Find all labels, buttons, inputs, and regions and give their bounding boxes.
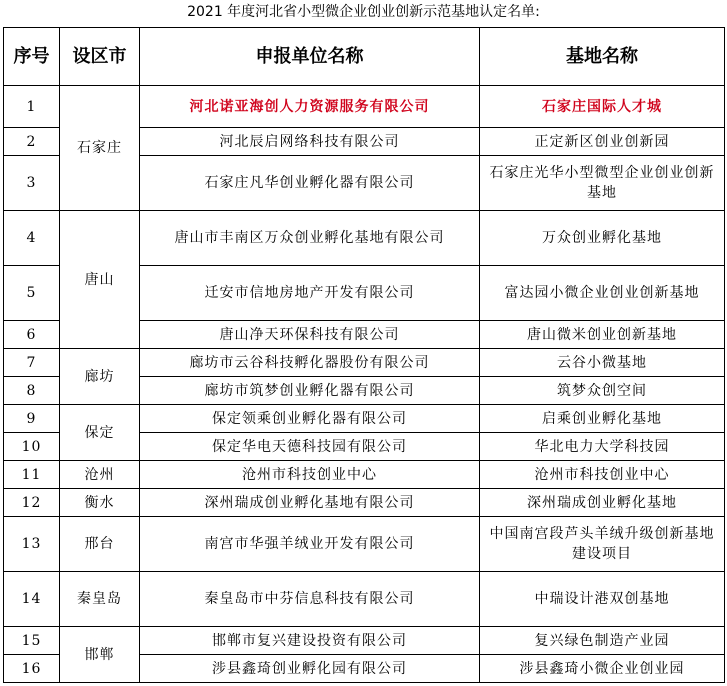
base-cell: 沧州市科技创业中心 xyxy=(480,461,725,489)
header-base: 基地名称 xyxy=(480,28,725,86)
unit-cell: 廊坊市云谷科技孵化器股份有限公司 xyxy=(140,349,480,377)
unit-cell: 河北辰启网络科技有限公司 xyxy=(140,128,480,156)
city-cell-tangshan: 唐山 xyxy=(60,211,140,349)
unit-cell: 保定领乘创业孵化器有限公司 xyxy=(140,405,480,433)
base-cell: 万众创业孵化基地 xyxy=(480,211,725,266)
city-cell-langfang: 廊坊 xyxy=(60,349,140,405)
seq-cell: 7 xyxy=(4,349,60,377)
seq-cell: 14 xyxy=(4,572,60,627)
city-cell-baoding: 保定 xyxy=(60,405,140,461)
base-cell: 华北电力大学科技园 xyxy=(480,433,725,461)
base-cell: 涉县鑫琦小微企业创业园 xyxy=(480,655,725,683)
base-cell: 富达园小微企业创业创新基地 xyxy=(480,266,725,321)
header-unit: 申报单位名称 xyxy=(140,28,480,86)
base-cell: 筑梦众创空间 xyxy=(480,377,725,405)
base-cell: 中国南宫段芦头羊绒升级创新基地建设项目 xyxy=(480,517,725,572)
table-row xyxy=(4,517,725,572)
table-row xyxy=(4,211,725,266)
seq-cell: 13 xyxy=(4,517,60,572)
header-city: 设区市 xyxy=(60,28,140,86)
unit-cell: 唐山市丰南区万众创业孵化基地有限公司 xyxy=(140,211,480,266)
base-cell: 复兴绿色制造产业园 xyxy=(480,627,725,655)
city-cell-hengshui: 衡水 xyxy=(60,489,140,517)
seq-cell: 15 xyxy=(4,627,60,655)
table-row xyxy=(4,405,725,433)
base-cell: 中瑞设计港双创基地 xyxy=(480,572,725,627)
document-title: 2021 年度河北省小型微企业创业创新示范基地认定名单: xyxy=(187,4,540,20)
table-row xyxy=(4,349,725,377)
unit-cell: 秦皇岛市中芬信息科技有限公司 xyxy=(140,572,480,627)
unit-cell: 邯郸市复兴建设投资有限公司 xyxy=(140,627,480,655)
city-cell-qinhuangdao: 秦皇岛 xyxy=(60,572,140,627)
table-row xyxy=(4,86,725,128)
base-cell: 唐山微米创业创新基地 xyxy=(480,321,725,349)
seq-cell: 2 xyxy=(4,128,60,156)
unit-cell: 沧州市科技创业中心 xyxy=(140,461,480,489)
base-list-table xyxy=(3,27,725,683)
seq-cell: 5 xyxy=(4,266,60,321)
seq-cell: 10 xyxy=(4,433,60,461)
city-cell-handan: 邯郸 xyxy=(60,627,140,683)
unit-cell: 石家庄凡华创业孵化器有限公司 xyxy=(140,156,480,211)
seq-cell: 1 xyxy=(4,86,60,128)
base-cell: 云谷小微基地 xyxy=(480,349,725,377)
seq-cell: 8 xyxy=(4,377,60,405)
seq-cell: 12 xyxy=(4,489,60,517)
seq-cell: 9 xyxy=(4,405,60,433)
unit-cell: 涉县鑫琦创业孵化园有限公司 xyxy=(140,655,480,683)
city-cell-cangzhou: 沧州 xyxy=(60,461,140,489)
city-cell-shijiazhuang: 石家庄 xyxy=(60,86,140,211)
unit-cell: 保定华电天德科技园有限公司 xyxy=(140,433,480,461)
table-header-row xyxy=(4,28,725,86)
base-cell: 正定新区创业创新园 xyxy=(480,128,725,156)
seq-cell: 3 xyxy=(4,156,60,211)
table-row xyxy=(4,572,725,627)
unit-cell: 廊坊市筑梦创业孵化器有限公司 xyxy=(140,377,480,405)
table-row xyxy=(4,627,725,655)
unit-cell: 唐山净天环保科技有限公司 xyxy=(140,321,480,349)
seq-cell: 11 xyxy=(4,461,60,489)
unit-cell: 河北诺亚海创人力资源服务有限公司 xyxy=(140,86,480,128)
seq-cell: 16 xyxy=(4,655,60,683)
table-row xyxy=(4,489,725,517)
city-cell-xingtai: 邢台 xyxy=(60,517,140,572)
unit-cell: 南宫市华强羊绒业开发有限公司 xyxy=(140,517,480,572)
unit-cell: 迁安市信地房地产开发有限公司 xyxy=(140,266,480,321)
base-cell: 石家庄国际人才城 xyxy=(480,86,725,128)
header-seq: 序号 xyxy=(4,28,60,86)
base-cell: 深州瑞成创业孵化基地 xyxy=(480,489,725,517)
base-cell: 启乘创业孵化基地 xyxy=(480,405,725,433)
base-cell: 石家庄光华小型微型企业创业创新基地 xyxy=(480,156,725,211)
seq-cell: 4 xyxy=(4,211,60,266)
table-row xyxy=(4,461,725,489)
seq-cell: 6 xyxy=(4,321,60,349)
unit-cell: 深州瑞成创业孵化基地有限公司 xyxy=(140,489,480,517)
